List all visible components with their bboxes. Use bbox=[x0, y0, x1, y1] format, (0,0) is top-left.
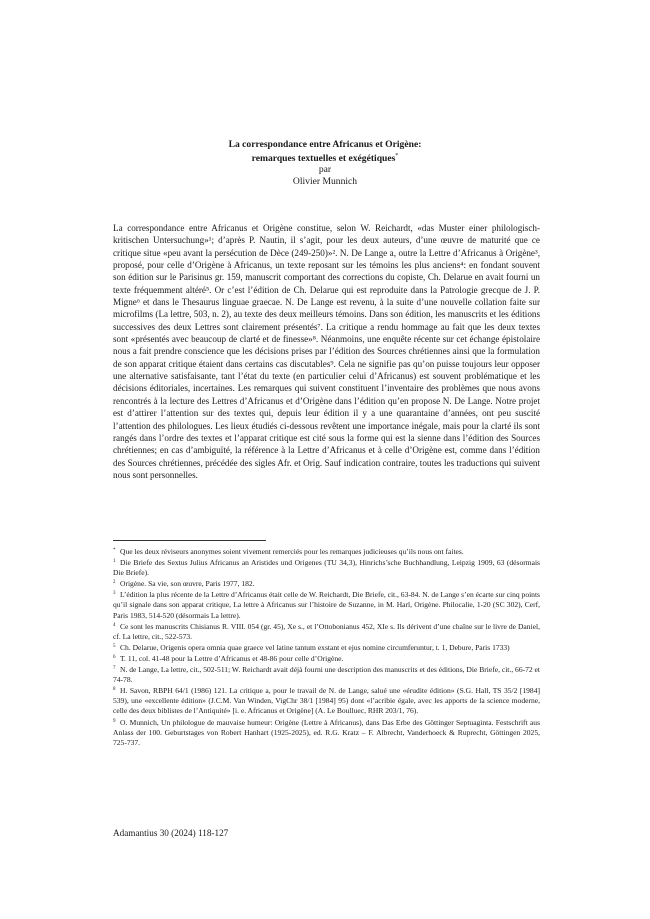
footnote bbox=[113, 642, 540, 653]
title-footnote-mark: * bbox=[395, 152, 399, 159]
footnote-mark: 2 bbox=[113, 580, 116, 586]
footnote bbox=[113, 621, 540, 642]
footnote bbox=[113, 546, 540, 557]
footnote-text: Origène. Sa vie, son œuvre, Paris 1977, 182. bbox=[120, 579, 255, 589]
footnote-mark: 6 bbox=[113, 654, 116, 660]
footnote-text: O. Munnich, Un philologue de mauvaise humeur: Origène (Lettre à Africanus), dans Das Erbe des Göttinger Septuaginta. Festschrift aus Anlass der 100. Geburtstages von Robert Hanhart (1925-2025), ed. R.G. Kratz – F. Albrecht, Vanderhoeck & Ruprecht, Göttingen 2025, 725-737. bbox=[113, 717, 540, 747]
article-title-line-1: La correspondance entre Africanus et Origène: bbox=[228, 139, 422, 150]
footnote bbox=[113, 557, 540, 578]
footnote bbox=[113, 664, 540, 685]
footnote-mark: 4 bbox=[113, 622, 116, 628]
footnote-text: T. 11, col. 41-48 pour la Lettre d’Africanus et 48-86 pour celle d’Origène. bbox=[120, 653, 344, 663]
footnote-mark: 9 bbox=[113, 718, 116, 724]
journal-citation: Adamantius 30 (2024) 118-127 bbox=[113, 828, 229, 838]
footnote-text: Ch. Delarue, Origenis opera omnia quae graece vel latine tantum exstant et ejus nomine circumferuntur, t. 1, Debure, Paris 1733) bbox=[120, 642, 510, 652]
footnote-separator bbox=[113, 540, 266, 541]
article-title-line-2 bbox=[0, 151, 650, 165]
footnote-mark: 5 bbox=[113, 643, 116, 649]
footnote bbox=[113, 717, 540, 748]
title-block bbox=[0, 139, 650, 187]
footnote-mark: 7 bbox=[113, 666, 116, 672]
article-title-line-2-text: remarques textuelles et exégétiques bbox=[251, 152, 396, 164]
article-body bbox=[113, 222, 540, 481]
footnote bbox=[113, 578, 540, 589]
footnote-mark: * bbox=[113, 548, 116, 553]
author-name: Olivier Munnich bbox=[292, 175, 358, 187]
by-line: par bbox=[318, 164, 332, 176]
footnote bbox=[113, 653, 540, 664]
footnote-text: Die Briefe des Sextus Julius Africanus an Aristides und Origenes (TU 34,3), Hinrichs’sche Buchhandlung, Leipzig 1909, 63 (désormais Die Briefe). bbox=[113, 558, 540, 578]
footnote-text: L’édition la plus récente de la Lettre d’Africanus était celle de W. Reichardt, Die Briefe, cit., 63-84. N. de Lange s’en écarte sur cinq points qu’il signale dans son apparat critique, La lettre à Africanus sur l’histoire de Suzanne, in M. Harl, Origène. Philocalie, 1-20 (SC 302), Cerf, Paris 1983, 514-520 (désormais La lettre). bbox=[113, 590, 540, 620]
footnote-text: Que les deux réviseurs anonymes soient vivement remerciés pour les remarques judicieuses qu’ils nous ont faites. bbox=[120, 547, 464, 556]
footnote-mark: 1 bbox=[113, 559, 116, 565]
footnote-mark: 3 bbox=[113, 591, 116, 597]
footnotes bbox=[113, 546, 540, 748]
body-paragraph: La correspondance entre Africanus et Origène constitue, selon W. Reichardt, «das Muster einer philologisch-kritischen Untersuchung»¹; d’après P. Nautin, il s’agit, pour les deux auteurs, d’une œuvre de maturité que ce critique situe «peu avant la persécution de Dèce (249-250)»². N. De Lange a, outre la Lettre d’Africanus à Origène³, proposé, pour celle d’Origène à Africanus, un texte reposant sur les témoins les plus anciens⁴: en fondant souvent son édition sur le Parisinus gr. 159, manuscrit comportant des corrections du copiste, Ch. Delarue en avait fourni un texte fréquemment altéré⁵. Or c’est l’édition de Ch. Delarue qui est reproduite dans la Patrologie grecque de J. P. Migne⁶ et dans le Thesaurus linguae graecae. N. De Lange est revenu, à la suite d’une nouvelle collation faite sur microfilms (La lettre, 503, n. 2), au texte des deux meilleurs témoins. Dans son édition, les manuscrits et les éditions successives des deux Lettres sont clairement présentés⁷. La critique a rendu hommage au fait que les deux textes sont «présentés avec beaucoup de clarté et de finesse»⁸. Néanmoins, une enquête récente sur cet échange épistolaire nous a fait prendre conscience que les décisions prises par l’édition des Sources chrétiennes ainsi que la formulation de son apparat critique étaient dans certains cas discutables⁹. Cela ne signifie pas qu’on puisse toujours leur opposer une alternative satisfaisante, tant l’état du texte (en particulier celui d’Africanus) est souvent problématique et les décisions éditoriales, incertaines. Les remarques qui suivent constituent l’inventaire des problèmes que nous avons rencontrés à la lecture des Lettres d’Africanus et d’Origène dans l’édition qu’en propose N. De Lange. Notre projet est d’attirer l’attention sur des textes qui, depuis leur édition il y a une quarantaine d’années, ont peu suscité l’attention des philologues. Les lieux étudiés ci-dessous revêtent une importance inégale, mais pour la clarté ils sont rangés dans l’ordre des textes et l’apparat critique est cité sous la forme qui est la sienne dans l’édition des Sources chrétiennes; en cas d’ambiguïté, la référence à la Lettre d’Africanus et à celle d’Origène est, comme dans l’édition des Sources chrétiennes, précédée des sigles Afr. et Orig. Sauf indication contraire, toutes les traductions qui suivent nous sont personnelles. bbox=[113, 223, 540, 480]
footnote bbox=[113, 685, 540, 716]
footnote-text: N. de Lange, La lettre, cit., 502-511; W. Reichardt avait déjà fourni une description des manuscrits et des éditions, Die Briefe, cit., 66-72 et 74-78. bbox=[113, 665, 540, 685]
footnote-mark: 8 bbox=[113, 687, 116, 693]
footnote bbox=[113, 589, 540, 620]
footnote-text: H. Savon, RBPH 64/1 (1986) 121. La critique a, pour le travail de N. de Lange, salué une «érudite édition» (S.G. Hall, TS 35/2 [1984] 539), une «excellente édition» (J.C.M. Van Winden, VigChr 38/1 [1984] 95) dont «l’acribie égale, avec les apports de la science moderne, celle des deux biblistes de l’Antiquité» [i. e. Africanus et Origène] (A. Le Boulluec, RHR 203/1, 76). bbox=[113, 686, 540, 716]
footnote-text: Ce sont les manuscrits Chisianus R. VIII. 054 (gr. 45), Xe s., et l’Ottobonianus 452, XIe s. Ils dérivent d’une chaîne sur le livre de Daniel, cf. La lettre, cit., 522-573. bbox=[113, 621, 540, 641]
